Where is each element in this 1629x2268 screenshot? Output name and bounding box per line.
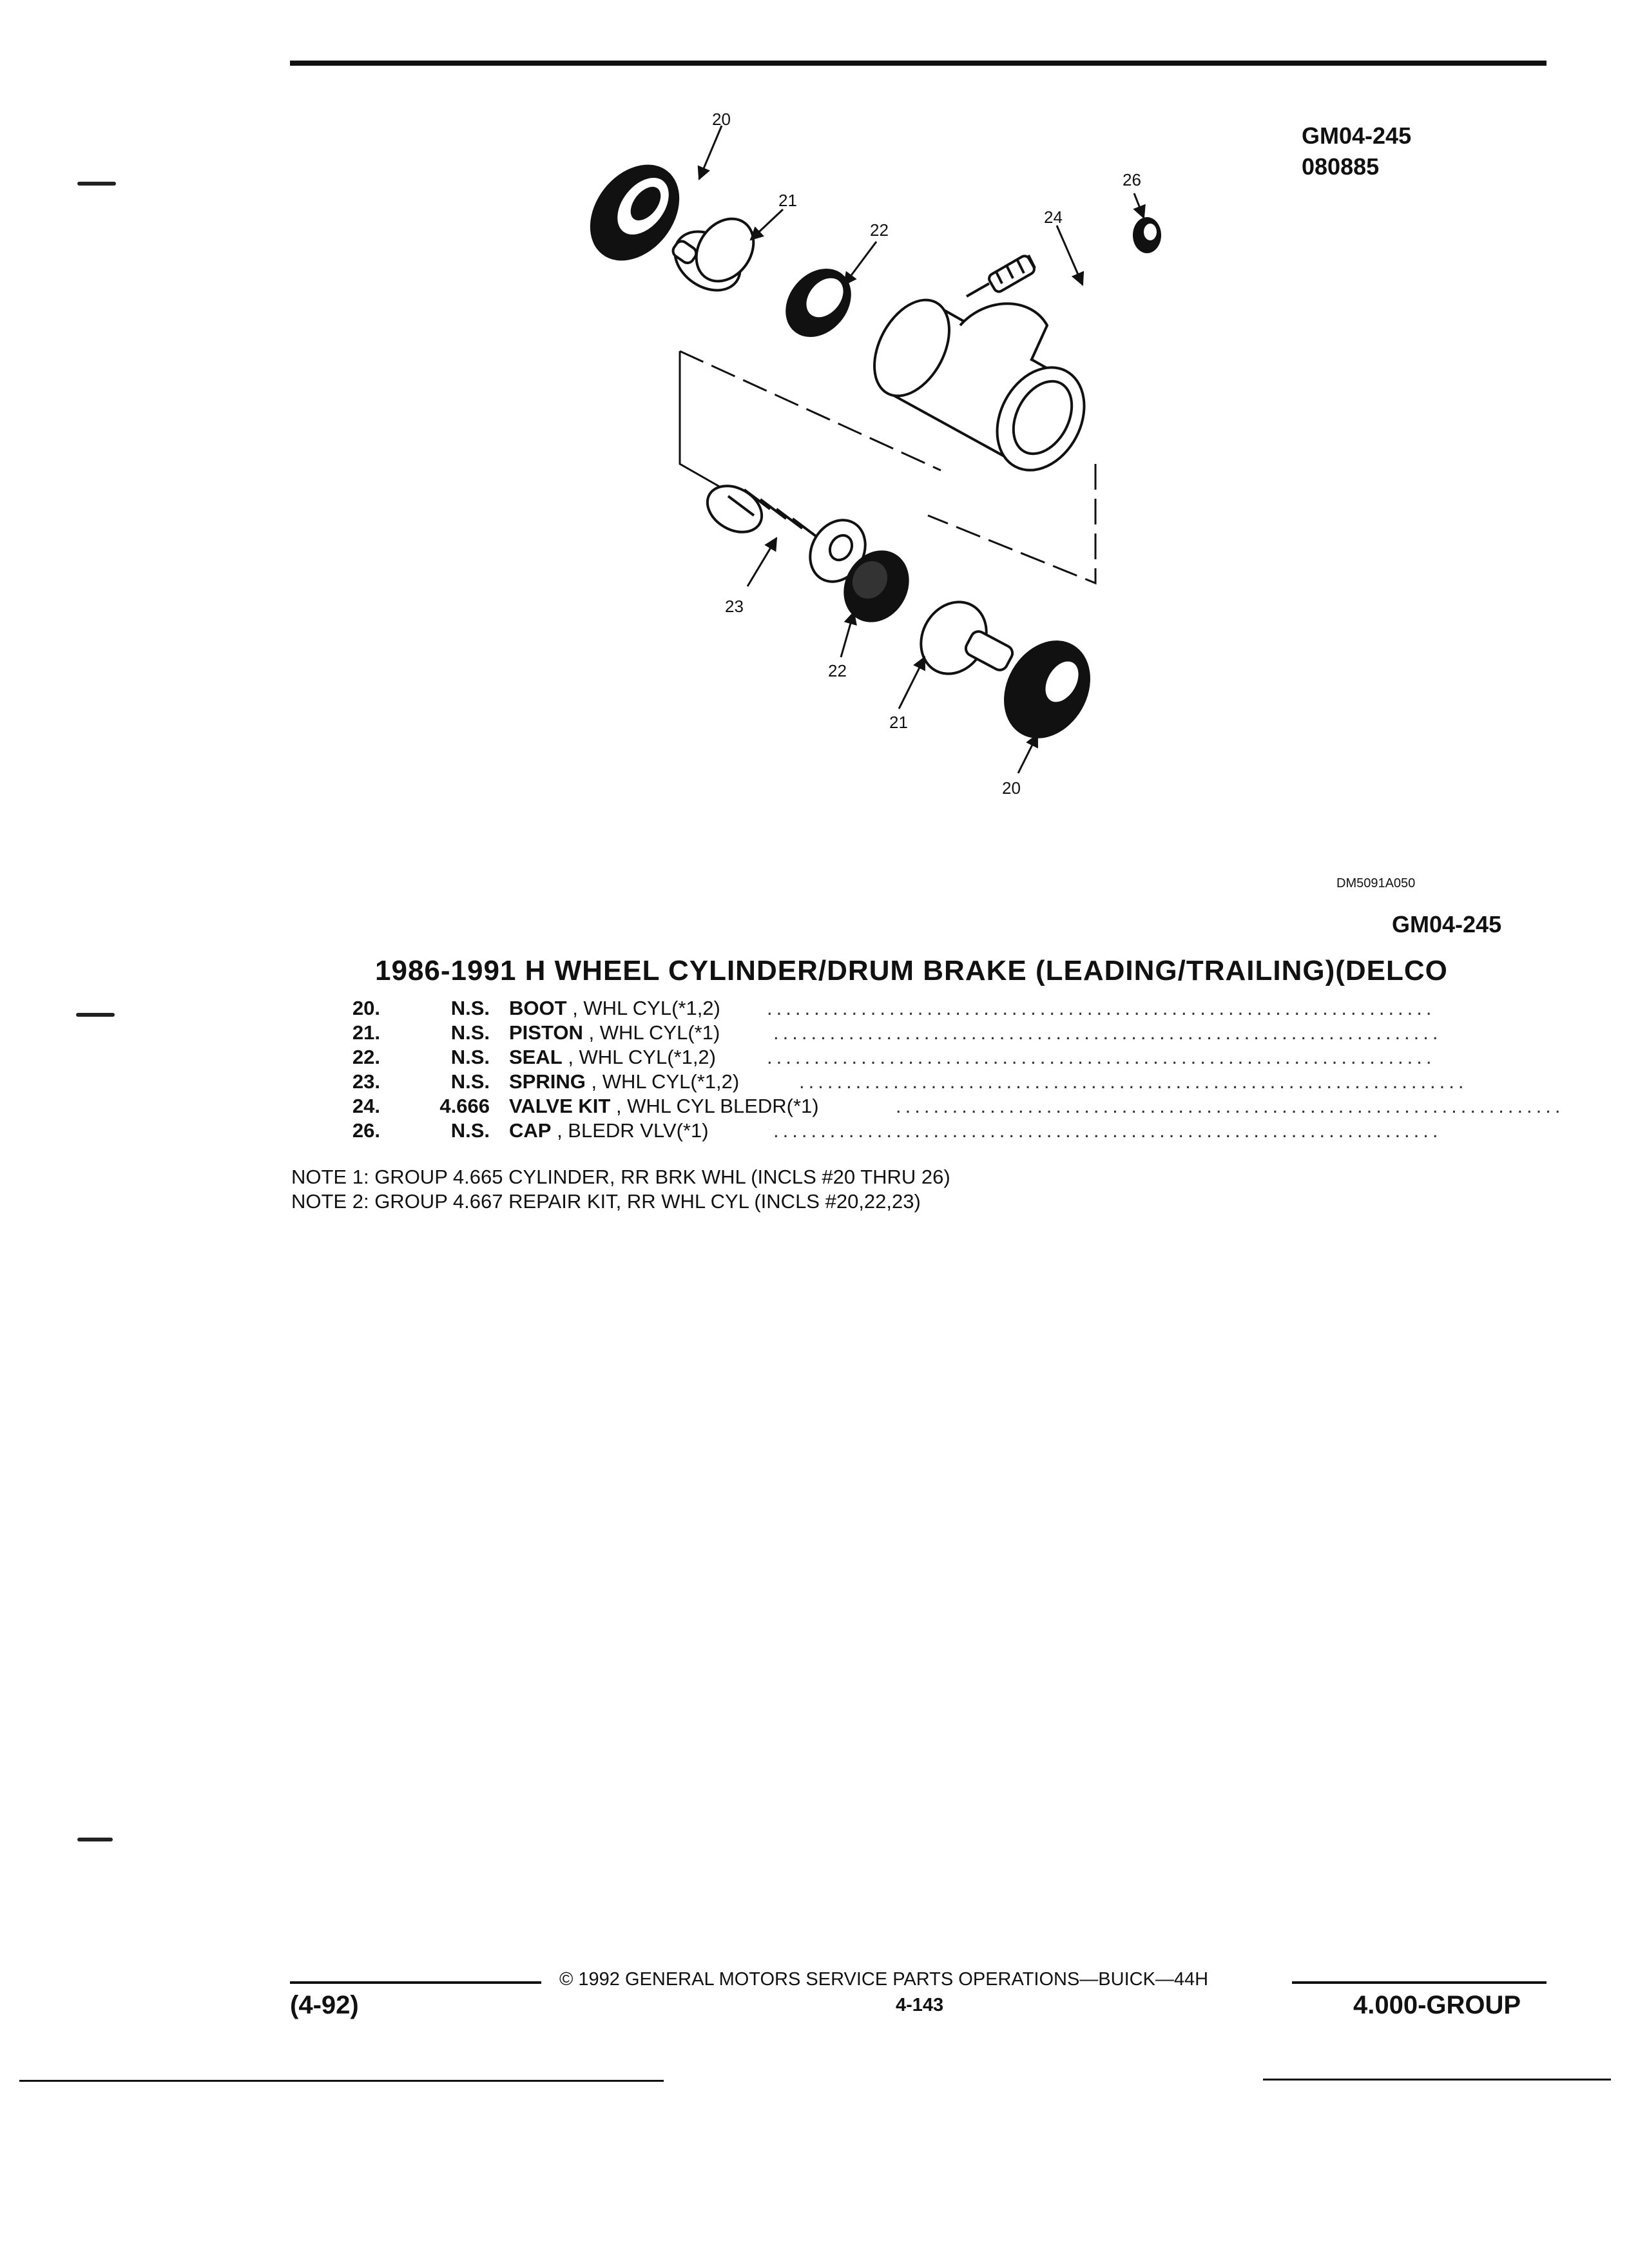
exploded-parts-diagram xyxy=(567,103,1237,799)
part-number: 22. xyxy=(352,1046,380,1068)
callout-22-bottom: 22 xyxy=(828,661,847,680)
parts-list xyxy=(322,996,1565,1143)
leader-dots: ....................................................................... xyxy=(896,1095,1565,1117)
part-name-bold: SPRING xyxy=(509,1070,586,1093)
part-desc: , WHL CYL(*1,2) xyxy=(568,1046,716,1068)
parts-row xyxy=(322,1070,1468,1094)
part-desc: , WHL CYL(*1,2) xyxy=(591,1070,740,1093)
group-number: N.S. xyxy=(450,1021,490,1044)
group-number: N.S. xyxy=(450,997,490,1019)
note-2: NOTE 2: GROUP 4.667 REPAIR KIT, RR WHL CYL (INCLS #20,22,23) xyxy=(291,1190,921,1213)
part-name xyxy=(509,1094,819,1119)
top-rule xyxy=(290,61,1547,66)
part-name xyxy=(509,1119,709,1143)
revision-code: (4-92) xyxy=(290,1991,359,2019)
part-name-bold: BOOT xyxy=(509,997,567,1019)
callout-21-top: 21 xyxy=(778,191,797,210)
parts-row xyxy=(322,1119,1442,1143)
leader-dots: ....................................................................... xyxy=(799,1070,1468,1093)
leader-dots: ....................................................................... xyxy=(767,1046,1436,1068)
parts-row xyxy=(322,1094,1565,1119)
wheel-cylinder-body xyxy=(859,287,1101,485)
callout-22-top: 22 xyxy=(870,220,889,240)
bottom-rule-left xyxy=(19,2080,664,2082)
copyright-line: © 1992 GENERAL MOTORS SERVICE PARTS OPERATIONS—BUICK—44H xyxy=(559,1969,1209,1990)
parts-row xyxy=(322,1045,1436,1070)
catalog-code: GM04-245 xyxy=(1302,122,1412,149)
callout-20-bottom: 20 xyxy=(1002,778,1021,798)
bleeder-cap xyxy=(1133,217,1161,253)
note-1: NOTE 1: GROUP 4.665 CYLINDER, RR BRK WHL (INCLS #20 THRU 26) xyxy=(291,1166,950,1188)
footer-rule-right xyxy=(1292,1981,1547,1984)
part-number: 23. xyxy=(352,1070,380,1093)
page-number: 4-143 xyxy=(896,1995,944,2015)
image-code: DM5091A050 xyxy=(1336,876,1416,890)
callout-21-bottom: 21 xyxy=(889,713,908,732)
bottom-rule-right xyxy=(1263,2079,1611,2081)
part-name xyxy=(509,1045,716,1070)
leader-dots: ....................................................................... xyxy=(773,1119,1442,1142)
part-desc: , WHL CYL BLEDR(*1) xyxy=(615,1095,819,1117)
part-name-bold: SEAL xyxy=(509,1046,563,1068)
callout-24: 24 xyxy=(1044,207,1063,227)
callout-23: 23 xyxy=(725,597,744,616)
binding-mark xyxy=(77,182,116,186)
part-desc: , BLEDR VLV(*1) xyxy=(557,1119,709,1142)
leader-dots: ....................................................................... xyxy=(767,997,1436,1019)
callout-20-top: 20 xyxy=(712,110,731,129)
leader-dots: ....................................................................... xyxy=(773,1021,1442,1044)
piston-bottom xyxy=(908,590,1015,686)
binding-mark xyxy=(77,1838,113,1841)
group-number: N.S. xyxy=(450,1070,490,1093)
group-number: 4.666 xyxy=(439,1095,490,1117)
part-number: 20. xyxy=(352,997,380,1019)
binding-mark xyxy=(76,1013,115,1017)
parts-row xyxy=(322,996,1436,1021)
part-name-bold: PISTON xyxy=(509,1021,583,1044)
part-number: 24. xyxy=(352,1095,380,1117)
callout-26: 26 xyxy=(1123,170,1141,189)
part-name xyxy=(509,1021,720,1045)
section-title: 1986-1991 H WHEEL CYLINDER/DRUM BRAKE (LEADING/TRAILING)(DELCO xyxy=(375,955,1448,986)
footer-rule-left xyxy=(290,1981,541,1984)
part-name-bold: CAP xyxy=(509,1119,552,1142)
part-name-bold: VALVE KIT xyxy=(509,1095,611,1117)
section-catalog-code: GM04-245 xyxy=(1392,911,1502,937)
part-desc: , WHL CYL(*1) xyxy=(588,1021,720,1044)
group-number: N.S. xyxy=(450,1119,490,1142)
piston-top xyxy=(664,207,766,302)
group-label: 4.000-GROUP xyxy=(1353,1991,1521,2019)
part-name xyxy=(509,996,720,1021)
part-number: 26. xyxy=(352,1119,380,1142)
part-number: 21. xyxy=(352,1021,380,1044)
date-code: 080885 xyxy=(1302,153,1380,180)
bleeder-valve xyxy=(967,255,1036,296)
group-number: N.S. xyxy=(450,1046,490,1068)
seal-top xyxy=(772,256,865,351)
part-name xyxy=(509,1070,739,1094)
part-desc: , WHL CYL(*1,2) xyxy=(572,997,720,1019)
parts-row xyxy=(322,1021,1442,1045)
